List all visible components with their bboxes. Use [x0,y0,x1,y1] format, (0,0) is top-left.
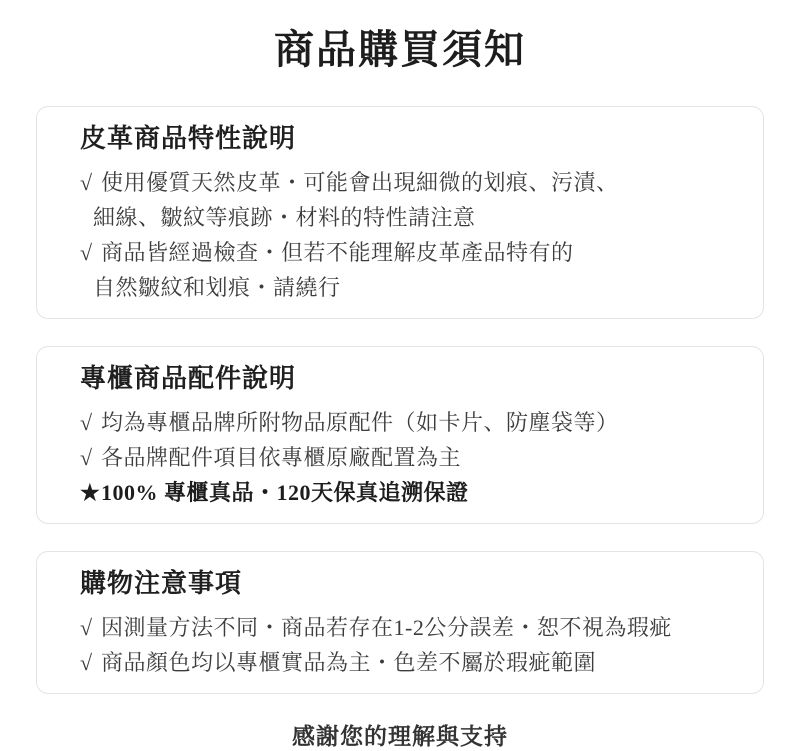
check-icon: √ [80,170,93,195]
section-card-leather-characteristics [36,106,764,319]
check-icon: √ [80,650,93,675]
check-icon: √ [80,410,93,435]
note-item [80,165,727,235]
star-icon: ★ [80,480,101,505]
page-title: 商品購買須知 [274,28,526,72]
section-title: 皮革商品特性說明 [80,123,297,153]
note-text: 均為專櫃品牌所附物品原配件（如卡片、防塵袋等） [101,410,619,435]
note-line [80,475,727,510]
note-text: 商品顏色均以專櫃實品為主・色差不屬於瑕疵範圍 [101,650,597,675]
footer-note: 感謝您的理解與支持 [292,723,508,749]
note-line [80,610,727,645]
section-card-accessories [36,346,764,524]
note-line: 細線、皺紋等痕跡・材料的特性請注意 [93,205,476,230]
note-text: 100% 專櫃真品・120天保真追溯保證 [101,480,469,505]
note-text: 使用優質天然皮革・可能會出現細微的划痕、污漬、 [101,170,619,195]
note-item [80,645,727,680]
note-item [80,235,727,305]
note-text: 商品皆經過檢查・但若不能理解皮革產品特有的 [101,240,574,265]
note-text: 因測量方法不同・商品若存在1-2公分誤差・恕不視為瑕疵 [101,615,672,640]
section-title: 專櫃商品配件說明 [80,363,297,393]
section-title: 購物注意事項 [80,568,243,598]
note-line [80,165,727,200]
note-line [80,645,727,680]
check-icon: √ [80,615,93,640]
section-card-shopping-notes [36,551,764,694]
note-line [80,440,727,475]
note-line [80,405,727,440]
check-icon: √ [80,240,93,265]
note-text: 各品牌配件項目依專櫃原廠配置為主 [101,445,462,470]
note-line: 自然皺紋和划痕・請繞行 [93,275,341,300]
note-item [80,610,727,645]
check-icon: √ [80,445,93,470]
note-line [80,235,727,270]
note-item [80,405,727,440]
note-item [80,440,727,475]
note-item-guarantee [80,475,727,510]
